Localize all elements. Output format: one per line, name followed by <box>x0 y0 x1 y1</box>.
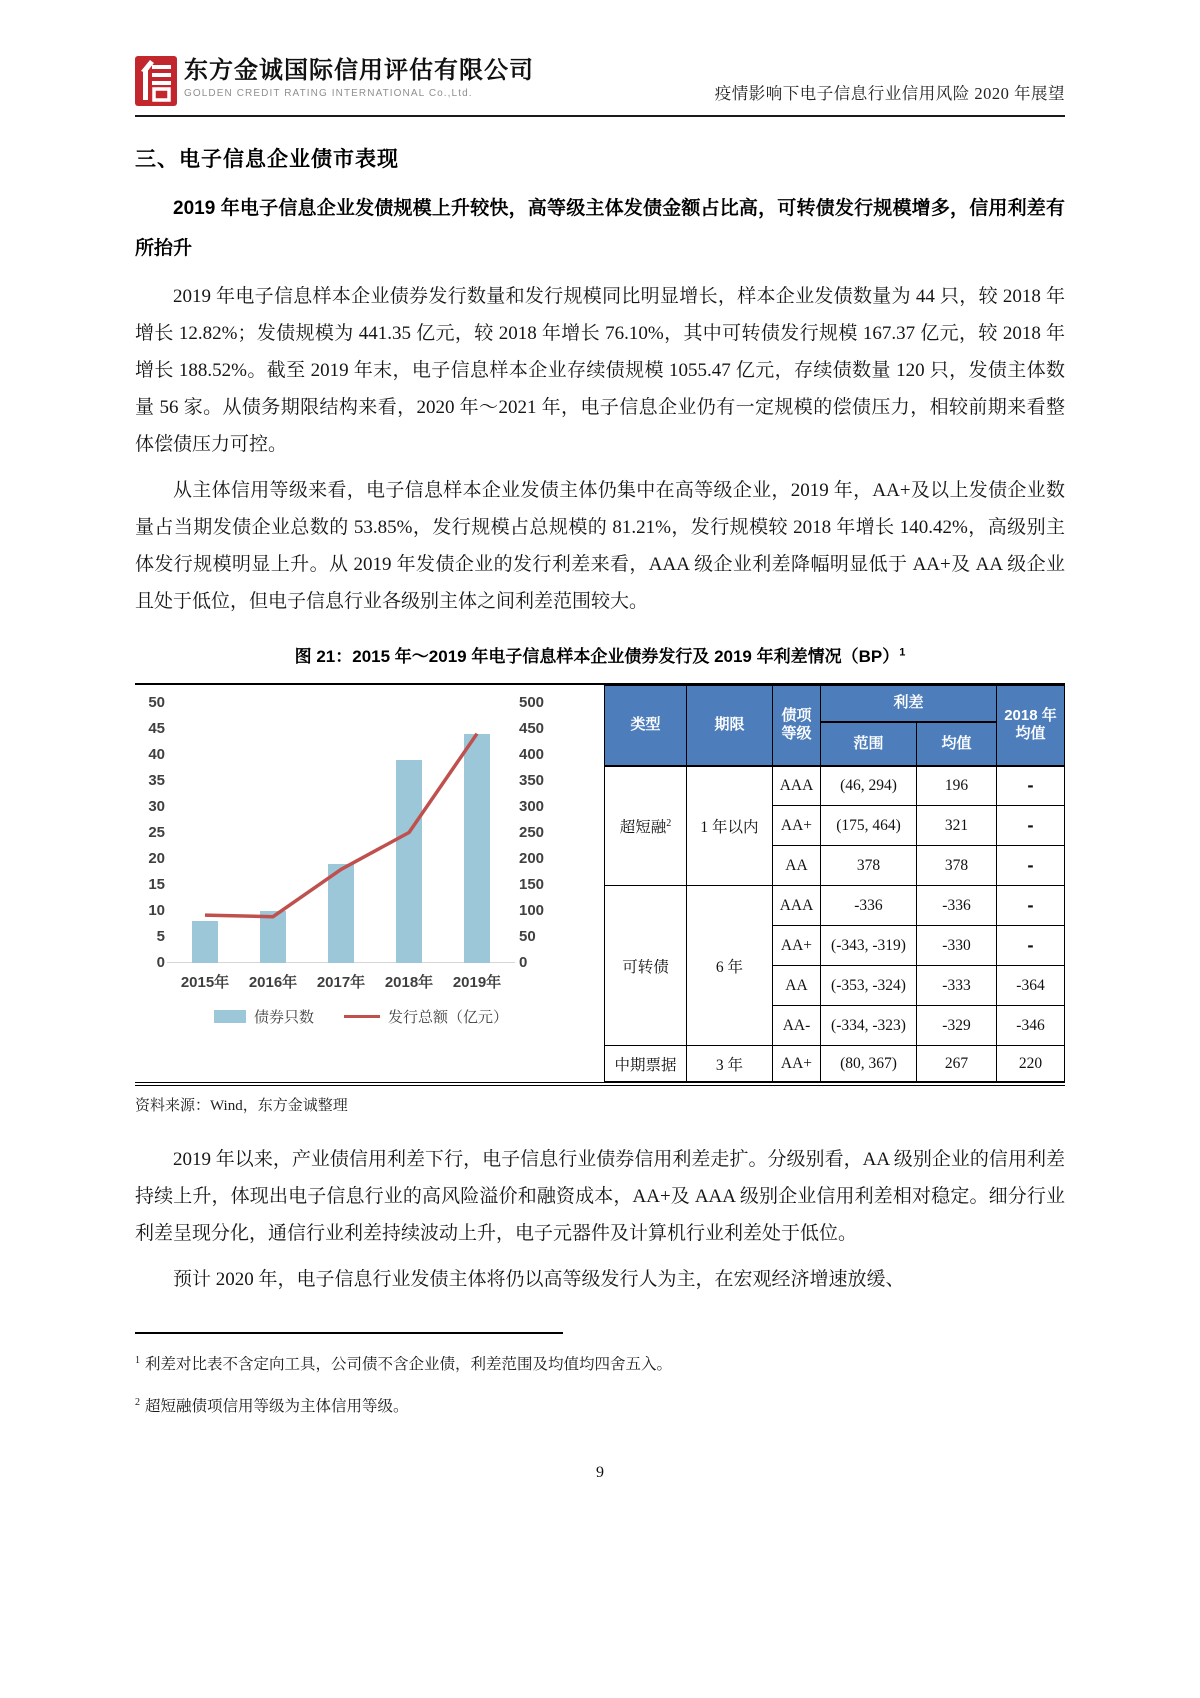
footnote-2-marker: 2 <box>135 1397 140 1409</box>
legend-bar-swatch <box>214 1010 246 1023</box>
cell-grade: AAA <box>772 766 820 806</box>
footnote-divider <box>135 1332 563 1334</box>
x-axis-label: 2017年 <box>316 974 366 991</box>
cell-mean: -336 <box>916 886 996 926</box>
footnote-2-text: 超短融债项信用等级为主体信用等级。 <box>145 1398 409 1416</box>
cell-range: -336 <box>820 886 916 926</box>
figure-21 <box>135 683 1065 1086</box>
col-header-grade: 债项等级 <box>772 686 820 766</box>
col-header-term: 期限 <box>686 686 772 766</box>
right-axis-tick: 300 <box>519 798 545 815</box>
legend-label: 债券只数 <box>253 1009 314 1026</box>
company-logo <box>135 56 534 106</box>
cell-mean: -330 <box>916 926 996 966</box>
lead-paragraph: 2019 年电子信息企业发债规模上升较快，高等级主体发债金额占比高，可转债发行规模增多，信用利差有所抬升 <box>135 198 1065 259</box>
cell-range: (175, 464) <box>820 806 916 846</box>
report-title: 疫情影响下电子信息行业信用风险 2020 年展望 <box>714 84 1065 103</box>
section-heading: 三、电子信息企业债市表现 <box>135 148 399 171</box>
paragraph-2: 从主体信用等级来看，电子信息样本企业发债主体仍集中在高等级企业，2019 年，AA+及以上发债企业数量占当期发债企业总数的 53.85%，发行规模占总规模的 81.21%，发行规模较 2018 年增长 140.42%，高级别主体发行规模明显上升。从 2019 年发债企业的发行利差来看，AAA 级企业利差降幅明显低于 AA+及 AA 级企业且处于低位，但电子信息行业各级别主体之间利差范围较大。 <box>135 480 1065 612</box>
company-name-cn: 东方金诚国际信用评估有限公司 <box>184 58 534 84</box>
left-axis-tick: 15 <box>148 876 165 893</box>
col-header-type: 类型 <box>604 686 686 766</box>
right-axis-tick: 50 <box>519 928 536 945</box>
x-axis-labels <box>171 971 511 992</box>
footnote-1-marker: 1 <box>135 1355 140 1366</box>
chart-plot-area <box>171 703 511 963</box>
legend-label: 发行总额（亿元） <box>388 1009 509 1026</box>
paragraph-3: 2019 年以来，产业债信用利差下行，电子信息行业债券信用利差走扩。分级别看，AA 级别企业的信用利差持续上升，体现出电子信息行业的高风险溢价和融资成本，AA+及 AAA 级别企业信用利差相对稳定。细分行业利差呈现分化，通信行业利差持续波动上升，电子元器件及计算机行业利差处于低位。 <box>135 1149 1065 1244</box>
page-header <box>135 56 1065 106</box>
x-axis-label: 2016年 <box>248 974 298 991</box>
company-logo-icon <box>135 56 177 106</box>
x-axis-label: 2019年 <box>452 974 502 991</box>
company-name <box>184 56 534 99</box>
cell-range: (46, 294) <box>820 766 916 806</box>
table-row <box>604 766 1064 806</box>
right-axis-tick: 100 <box>519 902 545 919</box>
cell-grade: AA+ <box>772 806 820 846</box>
right-axis-tick: 350 <box>519 772 545 789</box>
cell-avg2018: -364 <box>997 966 1065 1006</box>
cell-grade: AA+ <box>772 1046 820 1082</box>
right-y-axis <box>511 694 551 971</box>
cell-term: 1 年以内 <box>686 766 772 886</box>
cell-avg2018: -346 <box>997 1006 1065 1046</box>
data-source-note: 资料来源：Wind，东方金诚整理 <box>135 1098 348 1114</box>
left-axis-tick: 25 <box>148 824 165 841</box>
paragraph-1: 2019 年电子信息样本企业债券发行数量和发行规模同比明显增长，样本企业发债数量为 44 只，较 2018 年增长 12.82%；发债规模为 441.35 亿元，较 2018 年增长 76.10%，其中可转债发行规模 167.37 亿元，较 2018 年增长 188.52%。截至 2019 年末，电子信息样本企业存续债规模 1055.47 亿元，存续债数量 120 只，发债主体数量 56 家。从债务期限结构来看，2020 年～2021 年，电子信息企业仍有一定规模的偿债压力，相较前期来看整体偿债压力可控。 <box>135 286 1065 455</box>
cell-avg2018: 220 <box>997 1046 1065 1082</box>
col-header-spread: 利差 <box>820 686 996 722</box>
cell-range: (-353, -324) <box>820 966 916 1006</box>
legend-item <box>214 1006 314 1027</box>
col-header-mean: 均值 <box>916 722 996 766</box>
right-axis-tick: 0 <box>519 954 528 971</box>
left-axis-tick: 5 <box>156 928 165 945</box>
cell-avg2018: - <box>997 846 1065 886</box>
cell-grade: AA <box>772 966 820 1006</box>
right-axis-tick: 200 <box>519 850 545 867</box>
cell-grade: AA+ <box>772 926 820 966</box>
left-axis-tick: 10 <box>148 902 165 919</box>
col-header-range: 范围 <box>820 722 916 766</box>
table-row <box>604 1046 1064 1082</box>
left-axis-tick: 30 <box>148 798 165 815</box>
paragraph-4: 预计 2020 年，电子信息行业发债主体将仍以高等级发行人为主，在宏观经济增速放缓、 <box>173 1269 905 1290</box>
cell-type: 超短融$^2$ <box>604 766 686 886</box>
right-axis-tick: 500 <box>519 694 545 711</box>
table-row <box>604 886 1064 926</box>
left-y-axis <box>135 694 171 971</box>
figure-caption-footnote-ref: 1 <box>899 646 906 659</box>
figure-caption-text: 图 21：2015 年～2019 年电子信息样本企业债券发行及 2019 年利差情况（BP） <box>294 647 900 666</box>
chart-legend <box>171 1006 551 1027</box>
right-axis-tick: 400 <box>519 746 545 763</box>
footnote-2 <box>135 1392 1065 1418</box>
cell-type: 可转债 <box>604 886 686 1046</box>
line-series <box>171 703 511 963</box>
figure-caption <box>135 642 1065 667</box>
cell-grade: AA- <box>772 1006 820 1046</box>
page-number: 9 <box>596 1464 604 1482</box>
cell-grade: AAA <box>772 886 820 926</box>
cell-avg2018: - <box>997 806 1065 846</box>
left-axis-tick: 45 <box>148 720 165 737</box>
cell-mean: -333 <box>916 966 996 1006</box>
right-axis-tick: 250 <box>519 824 545 841</box>
bond-issuance-chart <box>135 685 591 1027</box>
cell-mean: 321 <box>916 806 996 846</box>
cell-term: 3 年 <box>686 1046 772 1082</box>
cell-range: (-343, -319) <box>820 926 916 966</box>
cell-avg2018: - <box>997 926 1065 966</box>
cell-mean: -329 <box>916 1006 996 1046</box>
footnote-1 <box>135 1350 1065 1376</box>
footnote-1-text: 利差对比表不含定向工具，公司债不含企业债，利差范围及均值均四舍五入。 <box>145 1356 673 1374</box>
company-name-en: GOLDEN CREDIT RATING INTERNATIONAL Co.,Ltd. <box>184 88 473 99</box>
cell-avg2018: - <box>997 886 1065 926</box>
cell-range: 378 <box>820 846 916 886</box>
left-axis-tick: 50 <box>148 694 165 711</box>
left-axis-tick: 35 <box>148 772 165 789</box>
legend-line-swatch <box>344 1015 380 1019</box>
cell-grade: AA <box>772 846 820 886</box>
cell-type: 中期票据 <box>604 1046 686 1082</box>
header-divider <box>135 115 1065 117</box>
cell-mean: 267 <box>916 1046 996 1082</box>
left-axis-tick: 0 <box>156 954 165 971</box>
cell-range: (-334, -323) <box>820 1006 916 1046</box>
spread-table <box>604 685 1065 1082</box>
x-axis-label: 2018年 <box>384 974 434 991</box>
cell-mean: 378 <box>916 846 996 886</box>
cell-term: 6 年 <box>686 886 772 1046</box>
legend-item <box>344 1006 508 1027</box>
right-axis-tick: 150 <box>519 876 545 893</box>
cell-range: (80, 367) <box>820 1046 916 1082</box>
right-axis-tick: 450 <box>519 720 545 737</box>
x-axis-label: 2015年 <box>180 974 230 991</box>
cell-mean: 196 <box>916 766 996 806</box>
left-axis-tick: 40 <box>148 746 165 763</box>
col-header-2018-avg: 2018 年均值 <box>997 686 1065 766</box>
cell-avg2018: - <box>997 766 1065 806</box>
left-axis-tick: 20 <box>148 850 165 867</box>
